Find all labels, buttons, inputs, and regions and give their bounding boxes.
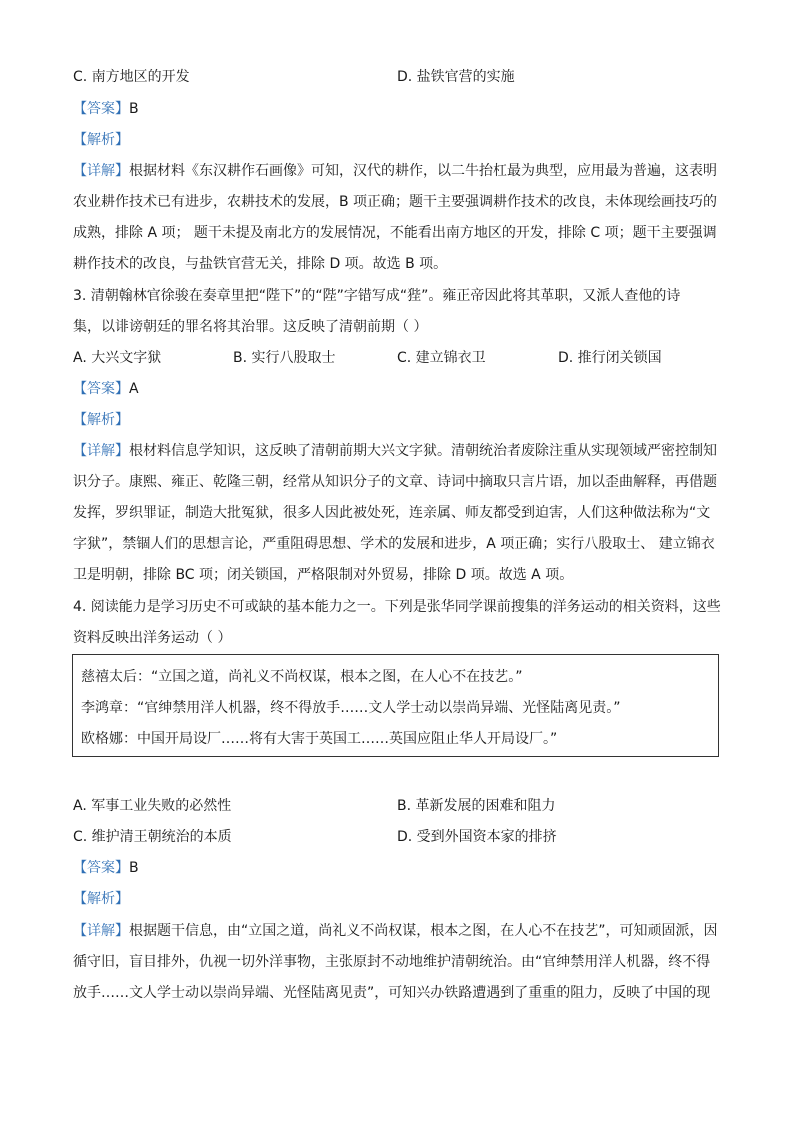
- q4-analysis-label: 【解析】: [73, 891, 129, 907]
- q3-option-c: C. 建立锦衣卫: [397, 350, 486, 366]
- q2-detail-line: 成熟，排除 A 项； 题干未提及南北方的发展情况，不能看出南方地区的开发，排除 C 项；题干主要强调: [73, 225, 717, 241]
- answer-value: B: [129, 101, 139, 117]
- q2-detail-line: 耕作技术的改良，与盐铁官营无关，排除 D 项。故选 B 项。: [73, 256, 448, 272]
- q4-option-d: D. 受到外国资本家的排挤: [397, 829, 557, 845]
- quote-cixi: 慈禧太后：“立国之道，尚礼义不尚权谋，根本之图，在人心不在技艺。”: [81, 669, 523, 685]
- q3-detail-line: 卫是明朝，排除 BC 项；闭关锁国，严格限制对外贸易，排除 D 项。故选 A 项。: [73, 567, 574, 583]
- q3-option-a: A. 大兴文字狱: [73, 350, 162, 366]
- q4-option-c: C. 维护清王朝统治的本质: [73, 829, 232, 845]
- q4-detail-line: 放手……文人学士动以崇尚异端、光怪陆离见责”，可知兴办铁路遭遇到了重重的阻力，反映了中国的现: [73, 985, 711, 1001]
- q4-answer: [73, 858, 139, 878]
- q2-answer: [73, 99, 139, 119]
- detail-label: 【详解】: [73, 163, 129, 179]
- q2-option-d: D. 盐铁官营的实施: [397, 69, 515, 85]
- q4-stem: 4. 阅读能力是学习历史不可或缺的基本能力之一。下列是张华同学课前搜集的洋务运动的相关资料，这些: [73, 599, 721, 615]
- detail-text: 根材料信息学知识，这反映了清朝前期大兴文字狱。清朝统治者废除注重从实现领域严密控制知: [129, 443, 717, 459]
- q3-analysis-label: 【解析】: [73, 412, 129, 428]
- q3-stem: 集，以诽谤朝廷的罪名将其治罪。这反映了清朝前期（ ）: [73, 319, 428, 335]
- detail-label: 【详解】: [73, 443, 129, 459]
- answer-label: 【答案】: [73, 381, 129, 397]
- answer-value: A: [129, 381, 139, 397]
- q3-option-b: B. 实行八股取士: [233, 350, 336, 366]
- q4-source-box: [72, 654, 719, 757]
- q3-stem: 3. 清朝翰林官徐骏在奏章里把“陛下”的“陛”字错写成“狴”。雍正帝因此将其革职，又派人查他的诗: [73, 288, 681, 304]
- q2-detail-line: 农业耕作技术已有进步，农耕技术的发展，B 项正确；题干主要强调耕作技术的改良，未体现绘画技巧的: [73, 194, 718, 210]
- detail-label: 【详解】: [73, 923, 129, 939]
- quote-oconor: 欧格娜：中国开局设厂……将有大害于英国工……英国应阻止华人开局设厂。”: [81, 731, 558, 747]
- detail-text: 根据材料《东汉耕作石画像》可知，汉代的耕作，以二牛抬杠最为典型，应用最为普遍，这表明: [129, 163, 717, 179]
- q2-option-c: C. 南方地区的开发: [73, 69, 190, 85]
- q3-detail-line: 字狱”，禁锢人们的思想言论，严重阻碍思想、学术的发展和进步，A 项正确；实行八股取士、 建立锦衣: [73, 536, 715, 552]
- quote-li-hongzhang: 李鸿章：“官绅禁用洋人机器，终不得放手……文人学士动以崇尚异端、光怪陆离见责。”: [81, 700, 621, 716]
- q4-stem: 资料反映出洋务运动（ ）: [73, 630, 232, 646]
- answer-label: 【答案】: [73, 860, 129, 876]
- detail-text: 根据题干信息，由“立国之道，尚礼义不尚权谋，根本之图，在人心不在技艺”，可知顽固派，因: [129, 923, 718, 939]
- q2-detail-line: [73, 161, 717, 181]
- answer-label: 【答案】: [73, 101, 129, 117]
- q4-detail-line: [73, 921, 718, 941]
- q3-answer: [73, 379, 139, 399]
- answer-value: B: [129, 860, 139, 876]
- q4-detail-line: 循守旧，盲目排外，仇视一切外洋事物，主张原封不动地维护清朝统治。由“官绅禁用洋人机器，终不得: [73, 954, 711, 970]
- q3-detail-line: [73, 441, 717, 461]
- q3-detail-line: 识分子。康熙、雍正、乾隆三朝，经常从知识分子的文章、诗词中摘取只言片语，加以歪曲解释，再借题: [73, 474, 717, 490]
- q3-option-d: D. 推行闭关锁国: [558, 350, 662, 366]
- q4-option-b: B. 革新发展的困难和阻力: [397, 798, 556, 814]
- q4-option-a: A. 军事工业失败的必然性: [73, 798, 232, 814]
- q3-detail-line: 发挥，罗织罪证，制造大批冤狱，很多人因此被处死，连亲属、师友都受到迫害，人们这种做法称为“文: [73, 505, 711, 521]
- q2-analysis-label: 【解析】: [73, 132, 129, 148]
